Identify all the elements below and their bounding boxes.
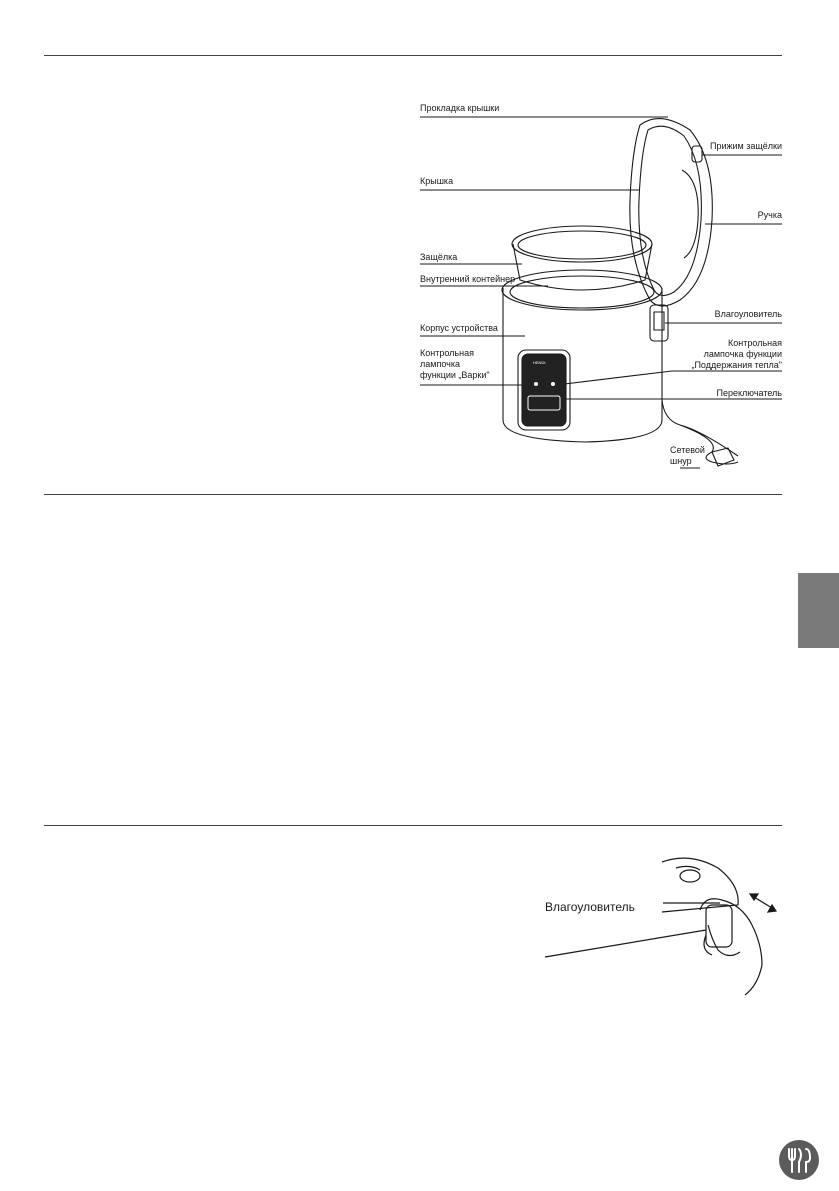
label-switch: Переключатель (716, 388, 782, 398)
label-cook-light: Контрольная лампочка функции „Варки" (420, 348, 490, 380)
label-moisture-catcher: Влагоуловитель (714, 309, 782, 319)
label-latch-press: Прижим защёлки (710, 141, 782, 151)
label-latch: Защёлка (420, 252, 458, 262)
leader-moisture-bottom (545, 930, 706, 957)
label-inner-pot: Внутренний контейнер (420, 274, 516, 284)
label-lid: Крышка (420, 176, 454, 186)
cutlery-logo-icon (779, 1140, 819, 1180)
panel-brand: HENDI (533, 360, 546, 365)
label-body: Корпус устройства (420, 323, 498, 333)
label-moisture-catcher-2: Влагоуловитель (545, 900, 635, 914)
label-handle: Ручка (757, 210, 782, 220)
label-lid-gasket: Прокладка крышки (420, 103, 500, 113)
label-power-cord: Сетевой шнур (670, 445, 705, 466)
label-warm-light: Контрольная лампочка функции „Поддержания тепла" (691, 338, 782, 370)
